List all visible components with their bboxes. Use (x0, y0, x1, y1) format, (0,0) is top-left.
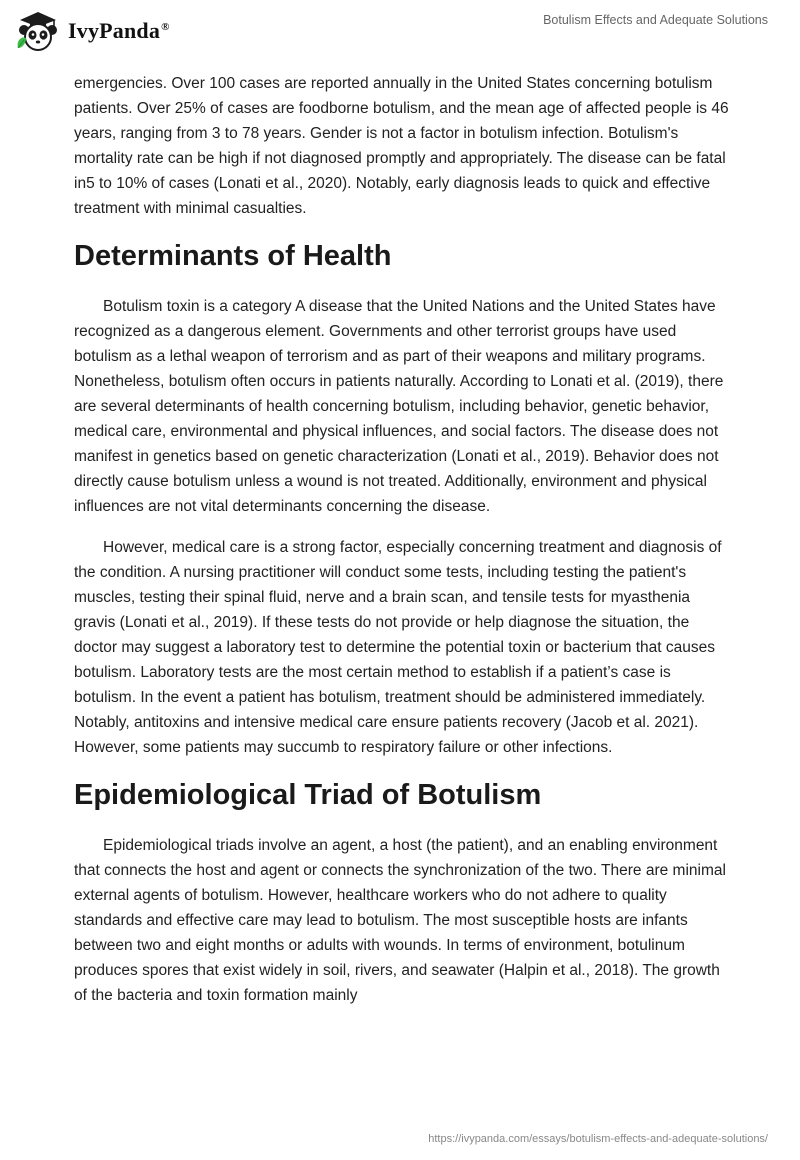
paragraph-intro: emergencies. Over 100 cases are reported annually in the United States concerning botulism patients. Over 25% of cases are foodborne botulism, and the mean age of affected people is 46 years, ranging from 3 to 78 years. Gender is not a factor in botulism infection. Botulism's mortality rate can be high if not diagnosed promptly and appropriately. The disease can be fatal in5 to 10% of cases (Lonati et al., 2020). Notably, early diagnosis leads to quick and effective treatment with minimal casualties. (74, 75, 729, 217)
paragraph-triad-1: Epidemiological triads involve an agent, a host (the patient), and an enabling environment that connects the host and agent or connects the synchronization of the two. There are minimal external agents of botulism. However, healthcare workers who do not adhere to quality standards and effective care may lead to botulism. The most susceptible hosts are infants between two and eight months or adults with wounds. In terms of environment, botulinum produces spores that exist widely in soil, rivers, and seawater (Halpin et al., 2018). The growth of the bacteria and toxin formation mainly (74, 837, 726, 1004)
paragraph-determinants-2: However, medical care is a strong factor, especially concerning treatment and diagnosis of the condition. A nursing practitioner will conduct some tests, including testing the patient's muscles, testing their spinal fluid, nerve and a brain scan, and tensile tests for myasthenia gravis (Lonati et al., 2019). If these tests do not provide or help diagnose the situation, the doctor may suggest a laboratory test to determine the potential toxin or bacterium that causes botulism. Laboratory tests are the most certain method to establish if a patient’s case is botulism. In the event a patient has botulism, treatment should be administered immediately. Notably, antitoxins and intensive medical care ensure patients recovery (Jacob et al. 2021). However, some patients may succumb to respiratory failure or other infections. (74, 539, 722, 756)
page-header (0, 0, 800, 62)
source-url[interactable]: https://ivypanda.com/essays/botulism-effects-and-adequate-solutions/ (428, 1133, 768, 1145)
brand-name: IvyPanda® (68, 18, 170, 43)
document-title: Botulism Effects and Adequate Solutions (543, 13, 768, 27)
paragraph-determinants-1: Botulism toxin is a category A disease that the United Nations and the United States have recognized as a dangerous element. Governments and other terrorist groups have used botulism as a lethal weapon of terrorism and as part of their weapons and military programs. Nonetheless, botulism often occurs in patients naturally. According to Lonati et al. (2019), there are several determinants of health concerning botulism, including behavior, genetic behavior, medical care, environmental and physical influences, and social factors. The disease does not manifest in genetics based on genetic characterization (Lonati et al., 2019). Behavior does not directly cause botulism unless a wound is not treated. Additionally, environment and physical influences are not vital determinants concerning the disease. (74, 298, 724, 515)
heading-epidemiological-triad: Epidemiological Triad of Botulism (74, 779, 542, 811)
panda-graduate-icon (14, 8, 62, 54)
heading-determinants-of-health: Determinants of Health (74, 240, 392, 272)
ivypanda-logo[interactable] (14, 8, 170, 54)
essay-body (74, 71, 734, 1024)
